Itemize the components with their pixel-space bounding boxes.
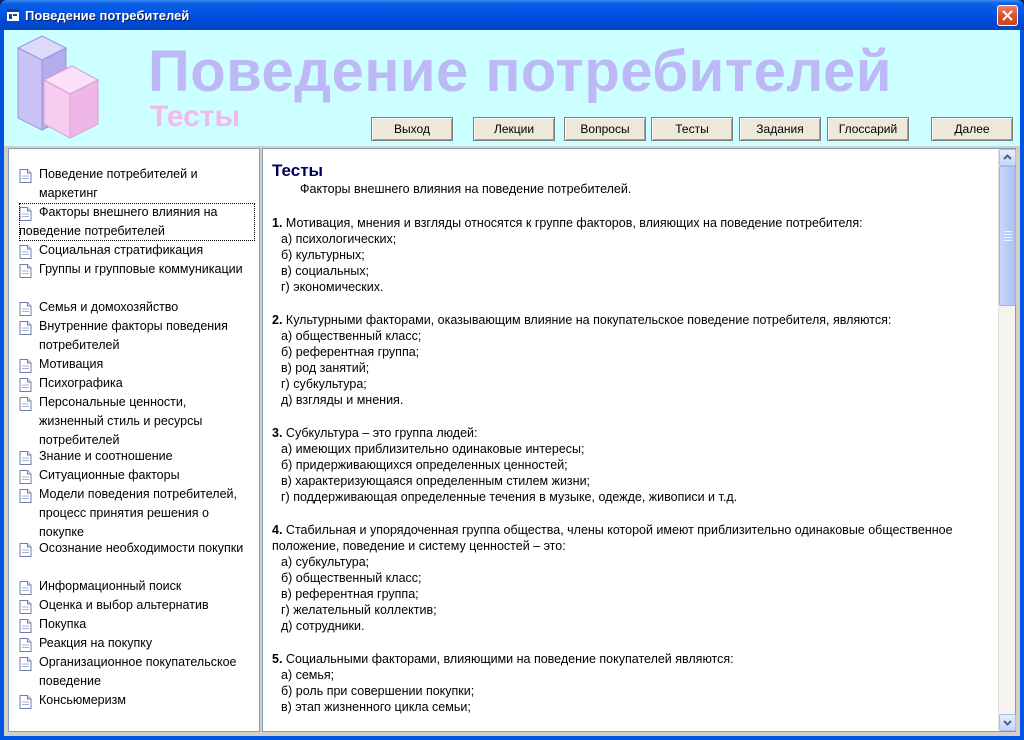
- content-subtitle: Факторы внешнего влияния на поведение потребителей.: [300, 182, 632, 196]
- answer-option: а) семья;: [281, 668, 335, 682]
- question-number: 2.: [272, 313, 283, 327]
- toc-item-label: Семья и домохозяйство: [39, 300, 179, 314]
- toc-item[interactable]: [9, 241, 259, 260]
- toc-item-label: Внутренние факторы поведения потребителей: [39, 319, 228, 352]
- question-stem: Культурными факторами, оказывающим влияние на покупательское поведение потребителя, являются:: [285, 313, 892, 327]
- toc-item[interactable]: [9, 203, 259, 241]
- question-stem: Социальными факторами, влияющими на поведение покупателей являются:: [285, 652, 734, 666]
- answer-option: б) придерживающихся определенных ценностей;: [281, 458, 568, 472]
- toc-item-label: Мотивация: [39, 357, 104, 371]
- answer-option: в) этап жизненного цикла семьи;: [281, 700, 471, 714]
- document-icon: [19, 638, 32, 652]
- window-title: Поведение потребителей: [25, 8, 190, 23]
- answer-option: г) субкультура;: [281, 377, 367, 391]
- title-bar[interactable]: [0, 0, 1024, 30]
- question-stem: Субкультура – это группа людей:: [285, 426, 478, 440]
- toc-item[interactable]: [9, 653, 259, 691]
- section-subheading: Тесты: [150, 100, 241, 133]
- toc-item[interactable]: [9, 596, 259, 615]
- cubes-logo-icon: [14, 34, 100, 142]
- question-number: 4.: [272, 523, 283, 537]
- toc-item[interactable]: [9, 691, 259, 710]
- question-text: [272, 425, 992, 441]
- toc-item[interactable]: [9, 466, 259, 485]
- document-icon: [19, 359, 32, 373]
- toc-item-label: Реакция на покупку: [39, 636, 153, 650]
- question-text: [272, 312, 992, 328]
- toc-item[interactable]: [9, 393, 259, 447]
- answer-option: а) субкультура;: [281, 555, 370, 569]
- scroll-up-button[interactable]: [999, 149, 1016, 166]
- toc-item[interactable]: [9, 615, 259, 634]
- scroll-grip: [1004, 231, 1012, 232]
- toc-item[interactable]: [9, 165, 259, 203]
- document-icon: [19, 169, 32, 183]
- document-icon: [19, 264, 32, 278]
- toc-item-label: Поведение потребителей и маркетинг: [39, 167, 198, 200]
- document-icon: [19, 619, 32, 633]
- toc-item-label: Группы и групповые коммуникации: [39, 262, 243, 276]
- content-panel: [262, 148, 1016, 732]
- close-button[interactable]: [997, 5, 1018, 26]
- answer-option: г) поддерживающая определенные течения в музыке, одежде, живописи и т.д.: [281, 490, 738, 504]
- document-icon: [19, 470, 32, 484]
- app-icon: [6, 8, 20, 22]
- client-area: [4, 30, 1020, 736]
- next-button[interactable]: Далее: [931, 117, 1013, 141]
- document-icon: [19, 600, 32, 614]
- scroll-down-button[interactable]: [999, 714, 1016, 731]
- answer-option: а) имеющих приблизительно одинаковые интересы;: [281, 442, 585, 456]
- content-body: [272, 161, 992, 715]
- toc-item[interactable]: [9, 539, 259, 577]
- answer-option: а) общественный класс;: [281, 329, 422, 343]
- answer-option: в) референтная группа;: [281, 587, 419, 601]
- toc-item[interactable]: [9, 447, 259, 466]
- document-icon: [19, 657, 32, 671]
- toc-item-label: Психографика: [39, 376, 123, 390]
- toc-item[interactable]: [9, 298, 259, 317]
- answer-option: в) характеризующаяся определенным стилем жизни;: [281, 474, 591, 488]
- toc-item-label: Персональные ценности, жизненный стиль и ресурсы потребителей: [39, 395, 203, 447]
- question-stem: Мотивация, мнения и взгляды относятся к группе факторов, влияющих на поведение потребителя:: [285, 216, 863, 230]
- question-block: [272, 522, 992, 634]
- document-icon: [19, 695, 32, 709]
- question-block: [272, 651, 992, 715]
- toc-item-label: Покупка: [39, 617, 87, 631]
- toc-item[interactable]: [9, 260, 259, 298]
- tasks-button[interactable]: Задания: [739, 117, 821, 141]
- document-icon: [19, 245, 32, 259]
- question-block: [272, 215, 992, 295]
- scroll-grip: [1004, 237, 1012, 238]
- toc-item-label: Осознание необходимости покупки: [39, 541, 244, 555]
- toc-item-label: Факторы внешнего влияния на поведение потребителей: [19, 203, 255, 241]
- toc-item[interactable]: [9, 485, 259, 539]
- document-icon: [19, 397, 32, 411]
- toc-item[interactable]: [9, 634, 259, 653]
- toc-item-label: Информационный поиск: [39, 579, 182, 593]
- tests-button[interactable]: Тесты: [651, 117, 733, 141]
- document-icon: [19, 581, 32, 595]
- toc-item[interactable]: [9, 577, 259, 596]
- question-text: [272, 522, 992, 554]
- document-icon: [19, 321, 32, 335]
- question-stem: Стабильная и упорядоченная группа общества, члены которой имеют приблизительно одинаковые общественное положение, поведение и систему ценностей – это:: [272, 523, 953, 553]
- document-icon: [19, 451, 32, 465]
- question-number: 1.: [272, 216, 283, 230]
- answer-option: г) экономических.: [281, 280, 384, 294]
- document-icon: [19, 378, 32, 392]
- question-block: [272, 312, 992, 408]
- toc-item[interactable]: [9, 317, 259, 355]
- scroll-grip: [1004, 240, 1012, 241]
- app-heading: Поведение потребителей: [148, 39, 892, 104]
- answer-option: а) психологических;: [281, 232, 397, 246]
- question-block: [272, 425, 992, 505]
- table-of-contents: [8, 148, 260, 732]
- question-list: [272, 215, 992, 715]
- close-icon: [1002, 10, 1013, 21]
- answer-option: г) желательный коллектив;: [281, 603, 437, 617]
- question-number: 3.: [272, 426, 283, 440]
- toc-item-label: Консьюмеризм: [39, 693, 126, 707]
- exit-button[interactable]: Выход: [371, 117, 453, 141]
- toc-item-label: Ситуационные факторы: [39, 468, 180, 482]
- content-title: Тесты: [272, 161, 324, 180]
- answer-option: д) сотрудники.: [281, 619, 365, 633]
- answer-option: б) референтная группа;: [281, 345, 420, 359]
- toc-item-label: Организационное покупательское поведение: [39, 655, 237, 688]
- header-panel: [4, 30, 1020, 146]
- toc-item-label: Оценка и выбор альтернатив: [39, 598, 209, 612]
- toc-item-label: Знание и соотношение: [39, 449, 173, 463]
- question-number: 5.: [272, 652, 283, 666]
- glossary-button[interactable]: Глоссарий: [827, 117, 909, 141]
- answer-option: б) роль при совершении покупки;: [281, 684, 475, 698]
- question-text: [272, 651, 992, 667]
- document-icon: [19, 302, 32, 316]
- window-frame-bottom: [0, 736, 1024, 740]
- toc-item[interactable]: [9, 374, 259, 393]
- question-text: [272, 215, 992, 231]
- answer-option: в) социальных;: [281, 264, 370, 278]
- toc-item-label: Социальная стратификация: [39, 243, 204, 257]
- questions-button[interactable]: Вопросы: [564, 117, 646, 141]
- answer-option: б) культурных;: [281, 248, 365, 262]
- content-scrollbar[interactable]: [998, 149, 1015, 731]
- arrow-up-icon: [1000, 150, 1015, 165]
- answer-option: б) общественный класс;: [281, 571, 422, 585]
- toc-item[interactable]: [9, 355, 259, 374]
- lectures-button[interactable]: Лекции: [473, 117, 555, 141]
- answer-option: в) род занятий;: [281, 361, 370, 375]
- arrow-down-icon: [1000, 715, 1015, 730]
- window-frame-right: [1020, 30, 1024, 740]
- answer-option: д) взгляды и мнения.: [281, 393, 404, 407]
- document-icon: [19, 489, 32, 503]
- document-icon: [19, 543, 32, 557]
- scroll-grip: [1004, 234, 1012, 235]
- toc-item-label: Модели поведения потребителей, процесс принятия решения о покупке: [39, 487, 237, 539]
- scroll-thumb[interactable]: [999, 166, 1016, 306]
